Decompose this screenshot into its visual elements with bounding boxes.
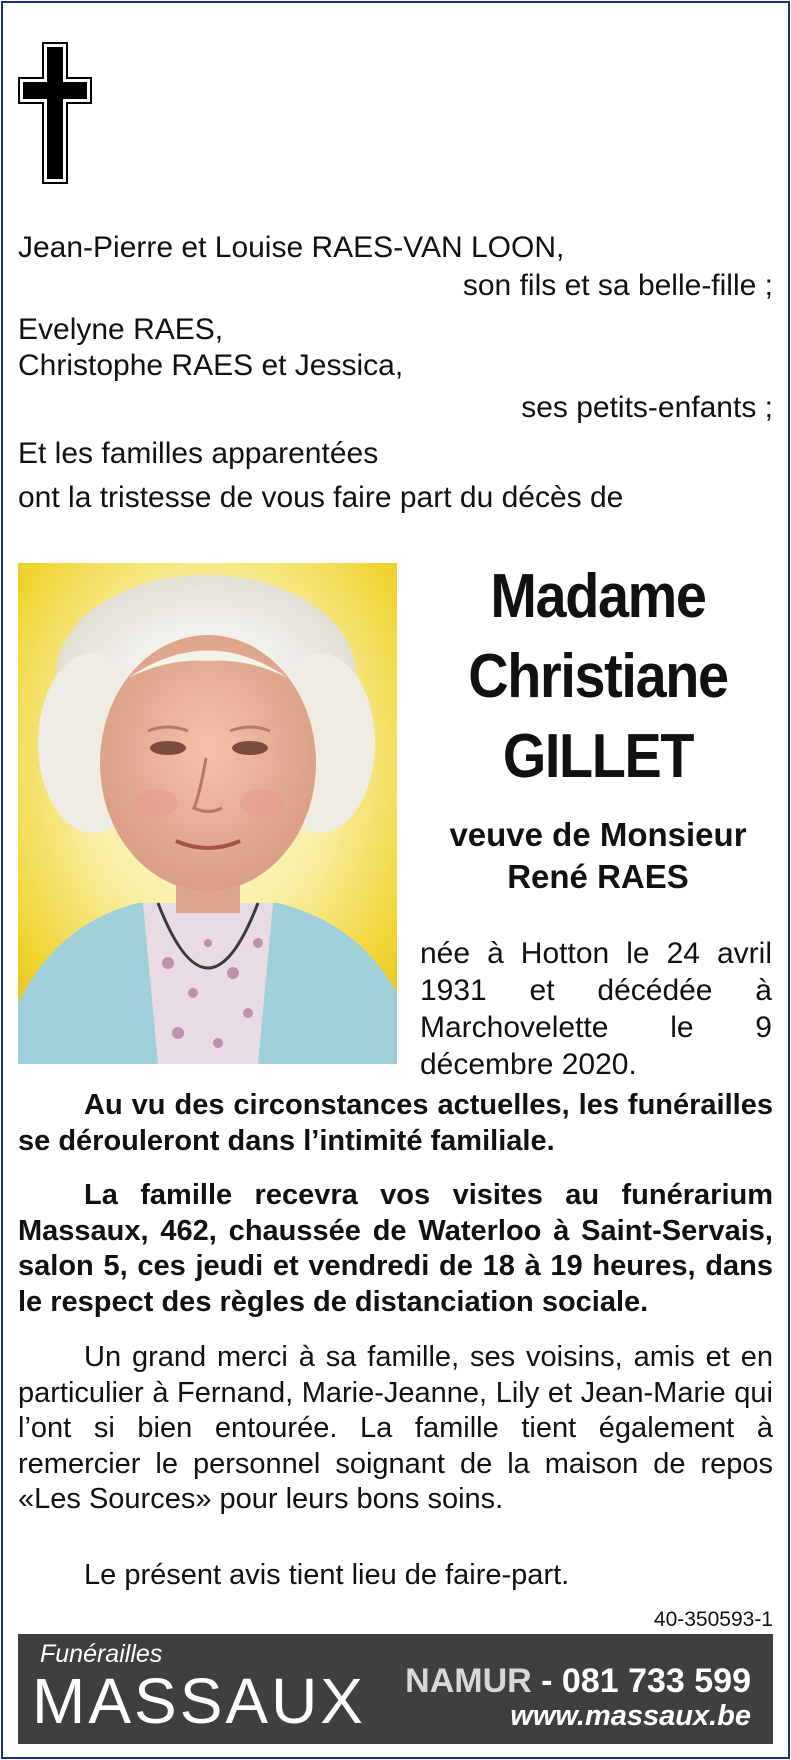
- banner-phone: 081 733 599: [561, 1662, 751, 1700]
- family-line-relatives: Et les familles apparentées: [18, 437, 379, 470]
- banner-website: www.massaux.be: [510, 1700, 751, 1732]
- closing-line: Le présent avis tient lieu de faire-part.: [84, 1559, 570, 1591]
- family-line-grandchild-1: Evelyne RAES,: [18, 313, 224, 346]
- widow-line-1: veuve de Monsieur: [449, 816, 747, 853]
- announcement-intro: ont la tristesse de vous faire part du décès de: [18, 481, 624, 514]
- deceased-portrait: [18, 563, 397, 1064]
- latin-cross-icon: [18, 42, 92, 184]
- funeral-home-banner: [18, 1634, 773, 1744]
- deceased-name-block: [420, 562, 776, 898]
- birth-death-details: née à Hotton le 24 avril 1931 et décédée à Marchovelette le 9 décembre 2020.: [420, 937, 772, 1081]
- banner-contact: [405, 1662, 751, 1701]
- banner-separator: -: [541, 1662, 562, 1700]
- family-line-son: Jean-Pierre et Louise RAES-VAN LOON,: [18, 231, 565, 264]
- deceased-last-name: GILLET: [502, 722, 694, 791]
- thanks-paragraph: Un grand merci à sa famille, ses voisins, amis et en particulier à Fernand, Marie-Jeanne, Lily et Jean-Marie qui l’ont si bien entourée. La famille tient également à remercier le personnel soignant de la maison de repos «Les Sources» pour leurs bons soins.: [18, 1341, 773, 1515]
- family-line-grandchild-2: Christophe RAES et Jessica,: [18, 349, 404, 382]
- widow-line-2: René RAES: [507, 858, 689, 895]
- funeral-notice: Au vu des circonstances actuelles, les funérailles se dérouleront dans l’intimité familiale.: [18, 1089, 773, 1157]
- deceased-title: Madame: [490, 562, 706, 631]
- banner-city: NAMUR: [405, 1662, 532, 1700]
- banner-label: Funérailles: [40, 1640, 163, 1668]
- visit-details: La famille recevra vos visites au funérarium Massaux, 462, chaussée de Waterloo à Saint-Servais, salon 5, ces jeudi et vendredi de 18 à 19 heures, dans le respect des règles de distanciation sociale.: [18, 1179, 773, 1318]
- notice-reference: 40-350593-1: [653, 1608, 773, 1631]
- deceased-first-name: Christiane: [468, 642, 728, 711]
- family-relation-son: son fils et sa belle-fille ;: [462, 269, 773, 302]
- family-relation-grandchildren: ses petits-enfants ;: [521, 391, 773, 424]
- banner-brand: MASSAUX: [32, 1665, 366, 1737]
